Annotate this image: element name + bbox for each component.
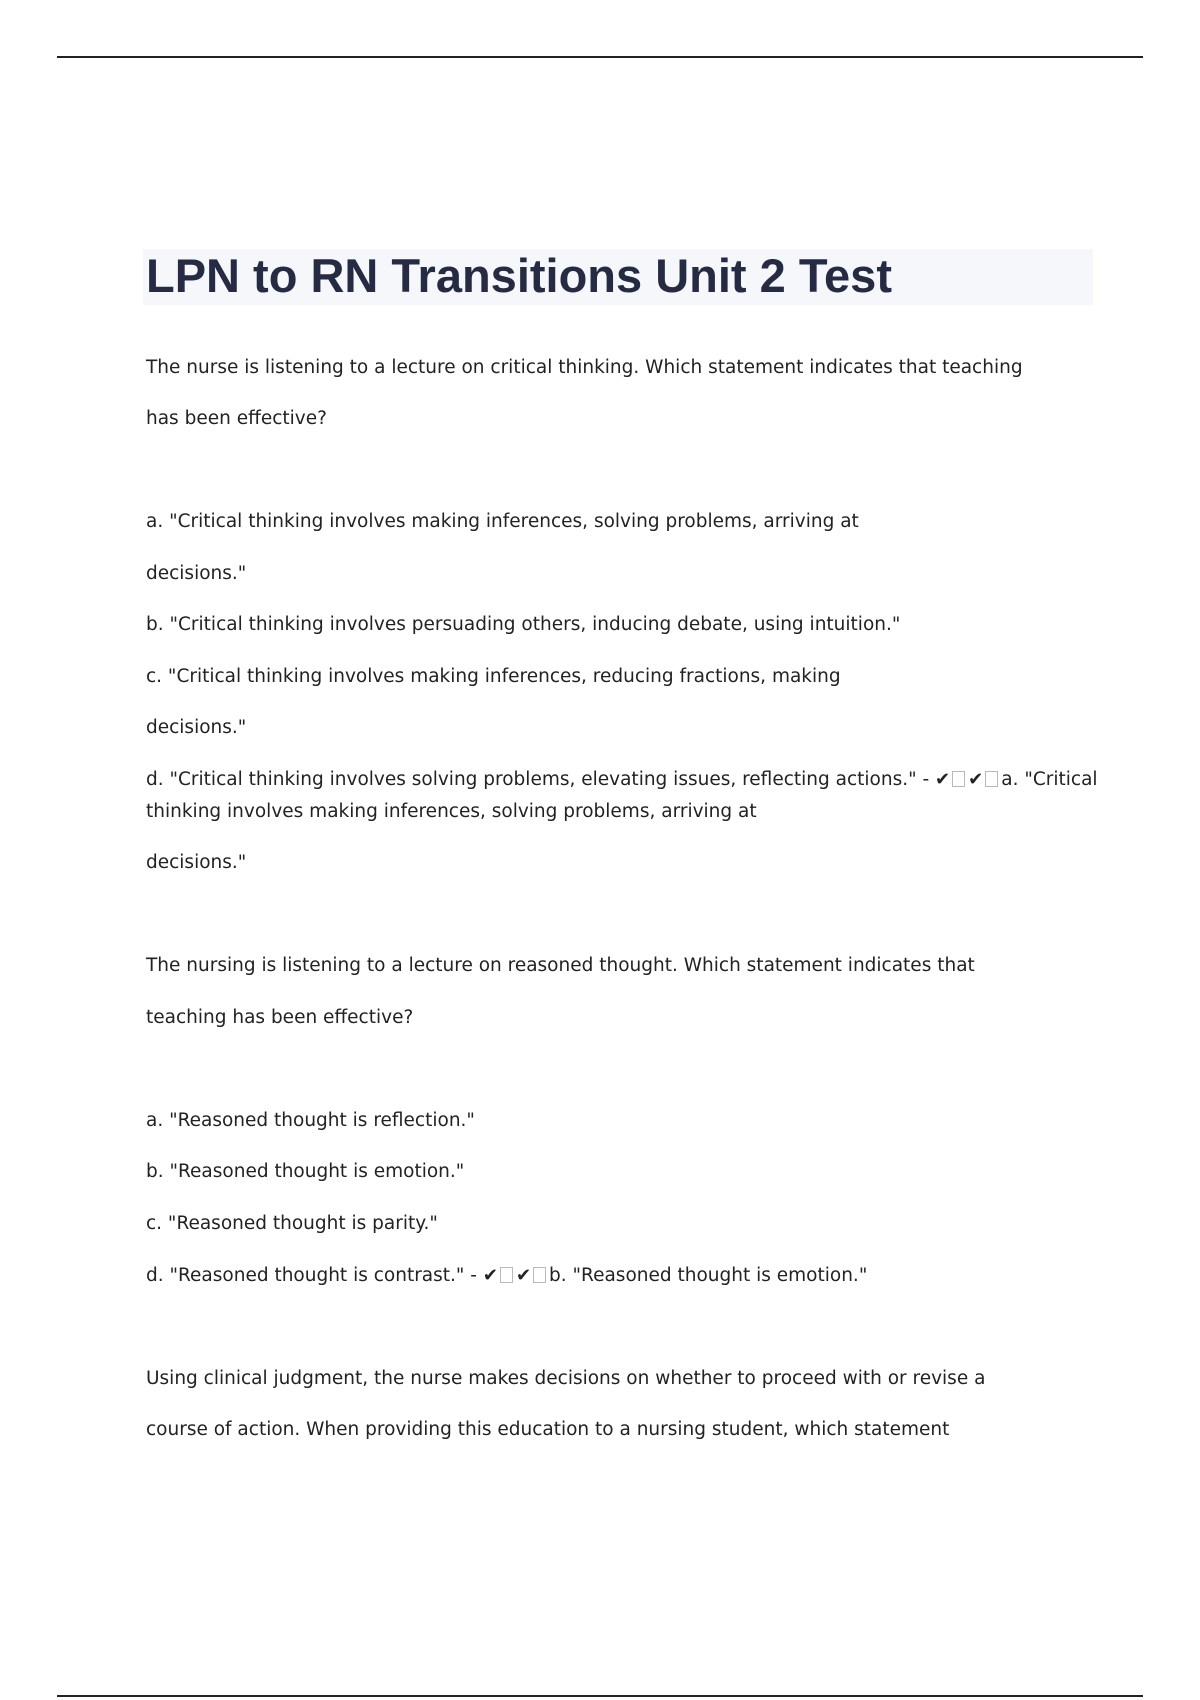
q2-answer: b. "Reasoned thought is emotion."	[549, 1265, 868, 1286]
q3-stem-line2: course of action. When providing this education to a nursing student, which statement	[146, 1419, 950, 1440]
q1-option-b: b. "Critical thinking involves persuading others, inducing debate, using intuition."	[146, 614, 901, 635]
q2-option-a: a. "Reasoned thought is reflection."	[146, 1110, 475, 1131]
q1-option-c-line1: c. "Critical thinking involves making inferences, reducing fractions, making	[146, 666, 841, 687]
q1-stem-line1: The nurse is listening to a lecture on critical thinking. Which statement indicates that teaching	[146, 357, 1023, 378]
q1-stem-line2: has been effective?	[146, 408, 327, 429]
q2-option-d: d. "Reasoned thought is contrast." -	[146, 1265, 483, 1286]
header-rule	[57, 56, 1143, 58]
q1-answer-line2: thinking involves making inferences, solving problems, arriving at	[146, 801, 757, 822]
placeholder-box-icon	[985, 771, 998, 787]
q2-option-b: b. "Reasoned thought is emotion."	[146, 1161, 465, 1182]
check-mark-icon: ✔	[515, 1265, 532, 1286]
document-title: LPN to RN Transitions Unit 2 Test	[146, 249, 892, 302]
placeholder-box-icon	[533, 1267, 546, 1283]
q1-option-d-with-answer	[146, 768, 1098, 792]
q1-option-c-line2: decisions."	[146, 717, 247, 738]
q1-option-d: d. "Critical thinking involves solving problems, elevating issues, reflecting actions." -	[146, 769, 936, 790]
check-mark-icon: ✔	[968, 769, 984, 790]
q1-option-a-line2: decisions."	[146, 563, 247, 584]
q2-stem-line2: teaching has been effective?	[146, 1007, 414, 1028]
q1-answer-start: a. "Critical	[1001, 769, 1098, 790]
q1-answer-line3: decisions."	[146, 852, 247, 873]
q2-option-d-with-answer	[146, 1264, 867, 1288]
q1-option-a-line1: a. "Critical thinking involves making inferences, solving problems, arriving at	[146, 511, 859, 532]
footer-rule	[57, 1695, 1143, 1697]
q3-stem-line1: Using clinical judgment, the nurse makes decisions on whether to proceed with or revise a	[146, 1368, 986, 1389]
check-mark-icon: ✔	[935, 769, 951, 790]
placeholder-box-icon	[952, 771, 965, 787]
q2-stem-line1: The nursing is listening to a lecture on reasoned thought. Which statement indicates that	[146, 955, 975, 976]
placeholder-box-icon	[500, 1267, 513, 1283]
check-mark-icon: ✔	[482, 1265, 498, 1286]
q2-option-c: c. "Reasoned thought is parity."	[146, 1213, 438, 1234]
